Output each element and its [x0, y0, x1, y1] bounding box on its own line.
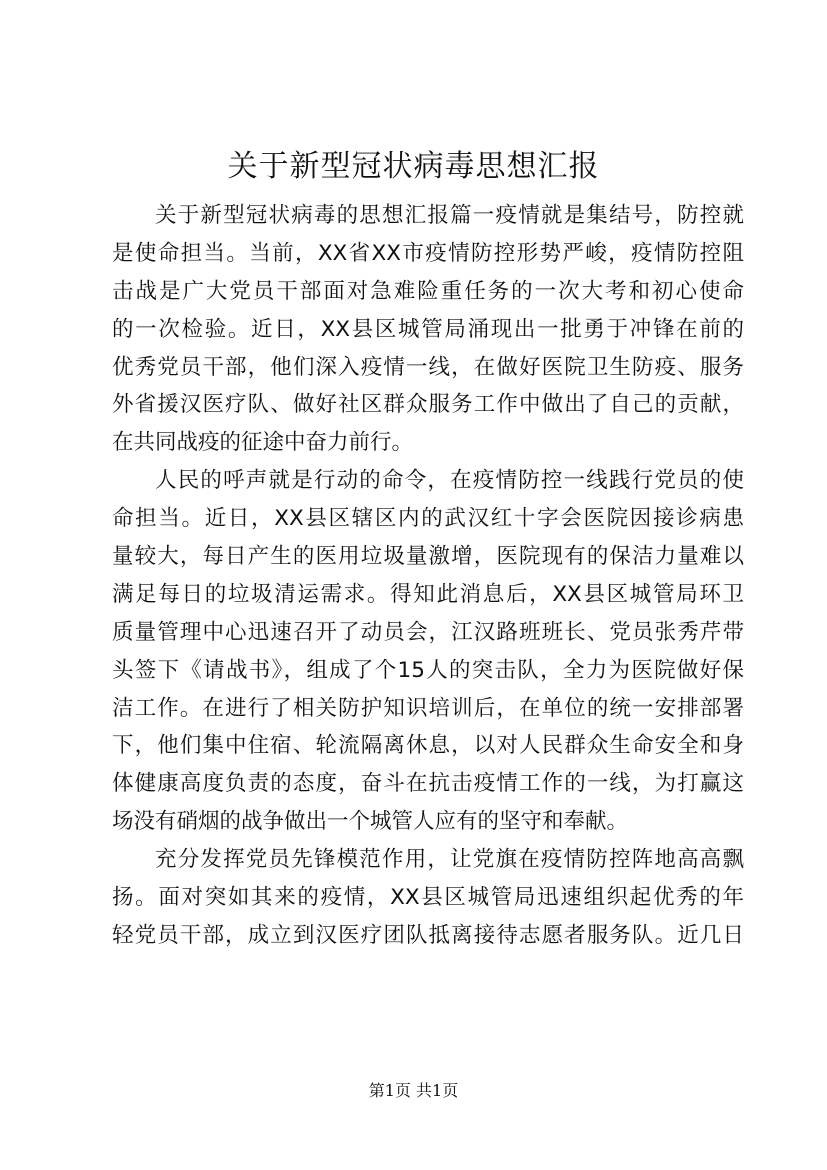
page-number-footer: 第1页 共1页 — [368, 1081, 459, 1100]
paragraph-1-line-6: 外省援汉医疗队、做好社区群众服务工作中做出了自己的贡献， — [112, 392, 744, 418]
paragraph-2-line-9: 体健康高度负责的态度，奋斗在抗击疫情工作的一线，为打赢这 — [112, 771, 744, 797]
paragraph-1-line-4: 的一次检验。近日，XX县区城管局涌现出一批勇于冲锋在前的 — [112, 316, 744, 342]
paragraph-1-line-2: 是使命担当。当前，XX省XX市疫情防控形势严峻，疫情防控阻 — [112, 240, 744, 266]
document-title: 关于新型冠状病毒思想汇报 — [227, 149, 600, 184]
paragraph-2-line-1: 人民的呼声就是行动的命令，在疫情防控一线践行党员的使 — [155, 468, 744, 494]
paragraph-2-line-5: 质量管理中心迅速召开了动员会，江汉路班班长、党员张秀芹带 — [112, 619, 744, 645]
paragraph-1-line-3: 击战是广大党员干部面对急难险重任务的一次大考和初心使命 — [112, 278, 744, 304]
paragraph-1-line-7: 在共同战疫的征途中奋力前行。 — [112, 430, 414, 456]
paragraph-2-line-7: 洁工作。在进行了相关防护知识培训后，在单位的统一安排部署 — [112, 695, 744, 721]
document-body — [112, 197, 744, 955]
paragraph-3-line-1: 充分发挥党员先锋模范作用，让党旗在疫情防控阵地高高飘 — [155, 847, 744, 873]
paragraph-2-line-3: 量较大，每日产生的医用垃圾量激增，医院现有的保洁力量难以 — [112, 544, 744, 570]
paragraph-2-line-6: 头签下《请战书》，组成了个15人的突击队，全力为医院做好保 — [112, 657, 744, 683]
paragraph-1-line-5: 优秀党员干部，他们深入疫情一线，在做好医院卫生防疫、服务 — [112, 354, 744, 380]
paragraph-1-line-1: 关于新型冠状病毒的思想汇报篇一疫情就是集结号，防控就 — [155, 203, 744, 228]
paragraph-2-line-2: 命担当。近日，XX县区辖区内的武汉红十字会医院因接诊病患 — [112, 506, 744, 532]
paragraph-2-line-10: 场没有硝烟的战争做出一个城管人应有的坚守和奉献。 — [112, 809, 629, 835]
paragraph-3-line-2: 扬。面对突如其来的疫情，XX县区城管局迅速组织起优秀的年 — [112, 885, 744, 911]
paragraph-2-line-8: 下，他们集中住宿、轮流隔离休息，以对人民群众生命安全和身 — [112, 733, 744, 759]
paragraph-2-line-4: 满足每日的垃圾清运需求。得知此消息后，XX县区城管局环卫 — [112, 581, 744, 607]
paragraph-3-line-3: 轻党员干部，成立到汉医疗团队抵离接待志愿者服务队。近几日 — [112, 922, 744, 948]
